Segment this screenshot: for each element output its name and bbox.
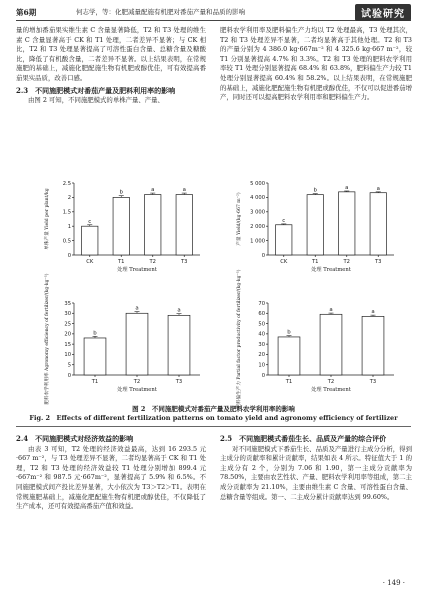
x-tick-label: T2: [327, 379, 335, 385]
chart-yield-per-plant: [38, 177, 208, 282]
significance-letter: a: [345, 184, 349, 191]
x-tick-label: T1: [312, 259, 319, 265]
bar: [113, 197, 129, 255]
y-tick-label: 3 000: [250, 209, 265, 216]
y-tick-label: 15: [64, 341, 71, 348]
y-tick-label: 10: [258, 362, 265, 369]
y-tick-label: 5 000: [250, 180, 265, 187]
section-heading: 2.4 不同施肥模式对经济效益的影响: [16, 434, 134, 443]
x-axis-label: 处理 Treatment: [117, 387, 157, 393]
x-tick-label: CK: [86, 259, 94, 265]
paragraph: 量的增加番茄果实维生素 C 含量显著降低，T2 和 T3 处理的维生素 C 含量显著高于 CK 和 T1 处理，二者差异不显著；与 CK 相比，T2 和 T3 处理显著提高了可溶性蛋白含量、总糖含量及糖酸比，降低了有机酸含量，二者差异不显著。以上结果表明，在常规施肥的基础上，减施化肥配施生物有机肥或醇优佳，可有效提高番茄果实品质，改善口感。: [16, 26, 206, 82]
x-tick-label: T2: [343, 259, 350, 265]
section-heading: 2.3 不同施肥模式对番茄产量及肥料利用率的影响: [16, 85, 176, 95]
y-tick-label: 10: [64, 352, 71, 359]
y-tick-label: 30: [258, 341, 265, 348]
x-axis-label: 处理 Treatment: [311, 267, 351, 273]
y-tick-label: 4 000: [250, 195, 265, 202]
significance-letter: a: [329, 307, 333, 314]
y-tick-label: 0: [67, 372, 71, 379]
bar: [276, 225, 292, 255]
y-tick-label: 25: [64, 321, 71, 328]
y-tick-label: 0: [261, 372, 265, 379]
bar: [126, 313, 148, 375]
section-badge: 试验研究: [355, 4, 411, 21]
y-axis-label: 产量 Yield/(kg·667 m⁻²): [237, 192, 242, 246]
chart-partial-factor-productivity: [232, 269, 402, 409]
y-tick-label: 20: [258, 352, 265, 359]
chart-agronomy-efficiency: [38, 273, 208, 405]
y-tick-label: 35: [64, 300, 71, 307]
right-column-top: [220, 26, 412, 103]
significance-letter: a: [182, 187, 186, 194]
paragraph: 肥料农学利用率及肥料偏生产力均以 T2 处理最高，T3 处理其次，T2 和 T3 处理差异不显著，二者均显著高于其他处理。T2 和 T3 的产量分别为 4 386.0 kg·667m⁻² 和 4 325.6 kg·667 m⁻²，较 T1 分别显著提高 4.7% 和 3.3%。T2 和 T3 处理的肥料农学利用率较 T1 处理分别显著提高 68.4% 和 63.8%，肥料偏生产力较 T1 处理分别显著提高 60.4% 和 58.2%。以上结果表明，在常规施肥的基础上，减施化肥配施生物有机肥或醇优佳，不仅可以促进番茄增产，同时还可以提高肥料农学利用率和肥料偏生产力。: [220, 26, 412, 102]
y-tick-label: 2.5: [62, 180, 71, 187]
significance-letter: a: [135, 305, 139, 312]
bar: [145, 195, 161, 255]
significance-letter: a: [376, 185, 380, 192]
x-tick-label: T3: [369, 379, 377, 385]
x-tick-label: T2: [149, 259, 156, 265]
bar: [176, 195, 192, 255]
bar: [84, 338, 106, 375]
x-tick-label: T3: [175, 379, 183, 385]
paragraph: 对不同施肥模式下番茄生长、品质及产量进行主成分分析，得到主成分的贡献率和累计贡献率，结果如表 4 所示。特征值大于 1 的主成分有 2 个，分别为 7.06 和 1.90，第一主成分贡献率为 78.50%，主要由农艺性状、产量、肥料农学利用率等组成，第二主成分贡献率为 21.10%，主要由维生素 C 含量、可溶性蛋白含量、总糖含量等组成。第一、二主成分累计贡献率达到 99.60%。: [220, 444, 412, 501]
x-tick-label: T2: [133, 379, 141, 385]
y-tick-label: 50: [258, 321, 265, 328]
chart-yield: [232, 177, 402, 282]
page-header: [16, 6, 411, 21]
x-tick-label: T1: [285, 379, 293, 385]
issue-number: 第6期: [16, 8, 37, 17]
y-tick-label: 20: [64, 331, 71, 338]
y-axis-label: 肥料农学利用率 Agronomy efficiency of fertilizer/(kg·kg⁻¹): [45, 273, 50, 405]
section-heading: 2.5 不同施肥模式番茄生长、品质及产量的综合评价: [220, 434, 387, 443]
bar: [82, 226, 98, 255]
significance-letter: a: [177, 307, 181, 314]
bar: [307, 195, 323, 255]
y-tick-label: 5: [67, 362, 71, 369]
x-axis-label: 处理 Treatment: [117, 267, 157, 273]
bar: [339, 192, 355, 255]
significance-letter: c: [282, 217, 286, 224]
bar: [320, 314, 342, 375]
bar: [362, 316, 384, 375]
significance-letter: c: [88, 218, 92, 225]
y-tick-label: 0.5: [62, 238, 71, 245]
bar: [278, 337, 300, 375]
y-tick-label: 2: [67, 195, 71, 202]
y-tick-label: 0: [67, 252, 71, 259]
x-tick-label: T3: [181, 259, 188, 265]
y-tick-label: 1: [67, 224, 71, 230]
x-tick-label: T1: [91, 379, 99, 385]
y-tick-label: 70: [258, 300, 265, 307]
page-number: · 149 ·: [382, 579, 405, 587]
right-column-bottom: [220, 432, 412, 502]
y-tick-label: 40: [258, 331, 265, 338]
x-tick-label: T3: [375, 259, 382, 265]
y-tick-label: 2 000: [250, 224, 265, 230]
caption-divider: [16, 426, 411, 427]
figure-caption-cn: 图 2 不同施肥模式对番茄产量及肥料农学利用率的影响: [132, 405, 295, 413]
paragraph: 由表 3 可知，T2 处理的经济效益最高，达到 16 293.5 元·667 m⁻²，与 T3 处理差异不显著，二者均显著高于 CK 和 T1 处理，T2 和 T3 处理的经济效益较 T1 处理分别增加 899.4 元·667m⁻² 和 987.5 元·667m⁻²，显著提高了 5.9% 和 6.5%。不同施肥模式间产投比差异显著，大小依次为 T3＞T2＞T1。表明在常规施肥基础上，减施化肥配施生物有机肥或醇优佳，不仅降低了生产成本，还可有效提高番茄产值和效益。: [16, 444, 206, 511]
x-tick-label: CK: [280, 259, 288, 265]
significance-letter: a: [151, 187, 155, 194]
y-tick-label: 0: [261, 252, 265, 259]
significance-letter: b: [287, 329, 291, 336]
significance-letter: b: [313, 187, 317, 194]
y-axis-label: 单株产量 Yield per plant/kg: [45, 188, 50, 250]
bar: [168, 315, 190, 375]
left-column-top: [16, 26, 206, 106]
x-axis-label: 处理 Treatment: [311, 387, 351, 393]
y-tick-label: 60: [258, 311, 265, 318]
bar: [370, 193, 386, 255]
figure-caption-en: Fig. 2 Effects of different fertilization patterns on tomato yield and agronomy efficiency of fertilizer: [29, 414, 398, 422]
significance-letter: b: [119, 189, 123, 196]
significance-letter: b: [93, 330, 97, 337]
paragraph: 由图 2 可知，不同施肥模式的单株产量、产量、: [28, 96, 164, 105]
y-tick-label: 30: [64, 311, 71, 318]
running-title: 何志学，等：化肥减量配施有机肥对番茄产量和品质的影响: [76, 8, 245, 16]
x-tick-label: T1: [118, 259, 125, 265]
y-tick-label: 1.5: [62, 209, 71, 216]
significance-letter: a: [371, 309, 375, 316]
left-column-bottom: [16, 432, 206, 512]
y-tick-label: 1 000: [250, 238, 265, 245]
y-axis-label: 肥料偏生产力 Partial factor productivity of fertilizer/(kg·kg⁻¹): [237, 269, 242, 409]
